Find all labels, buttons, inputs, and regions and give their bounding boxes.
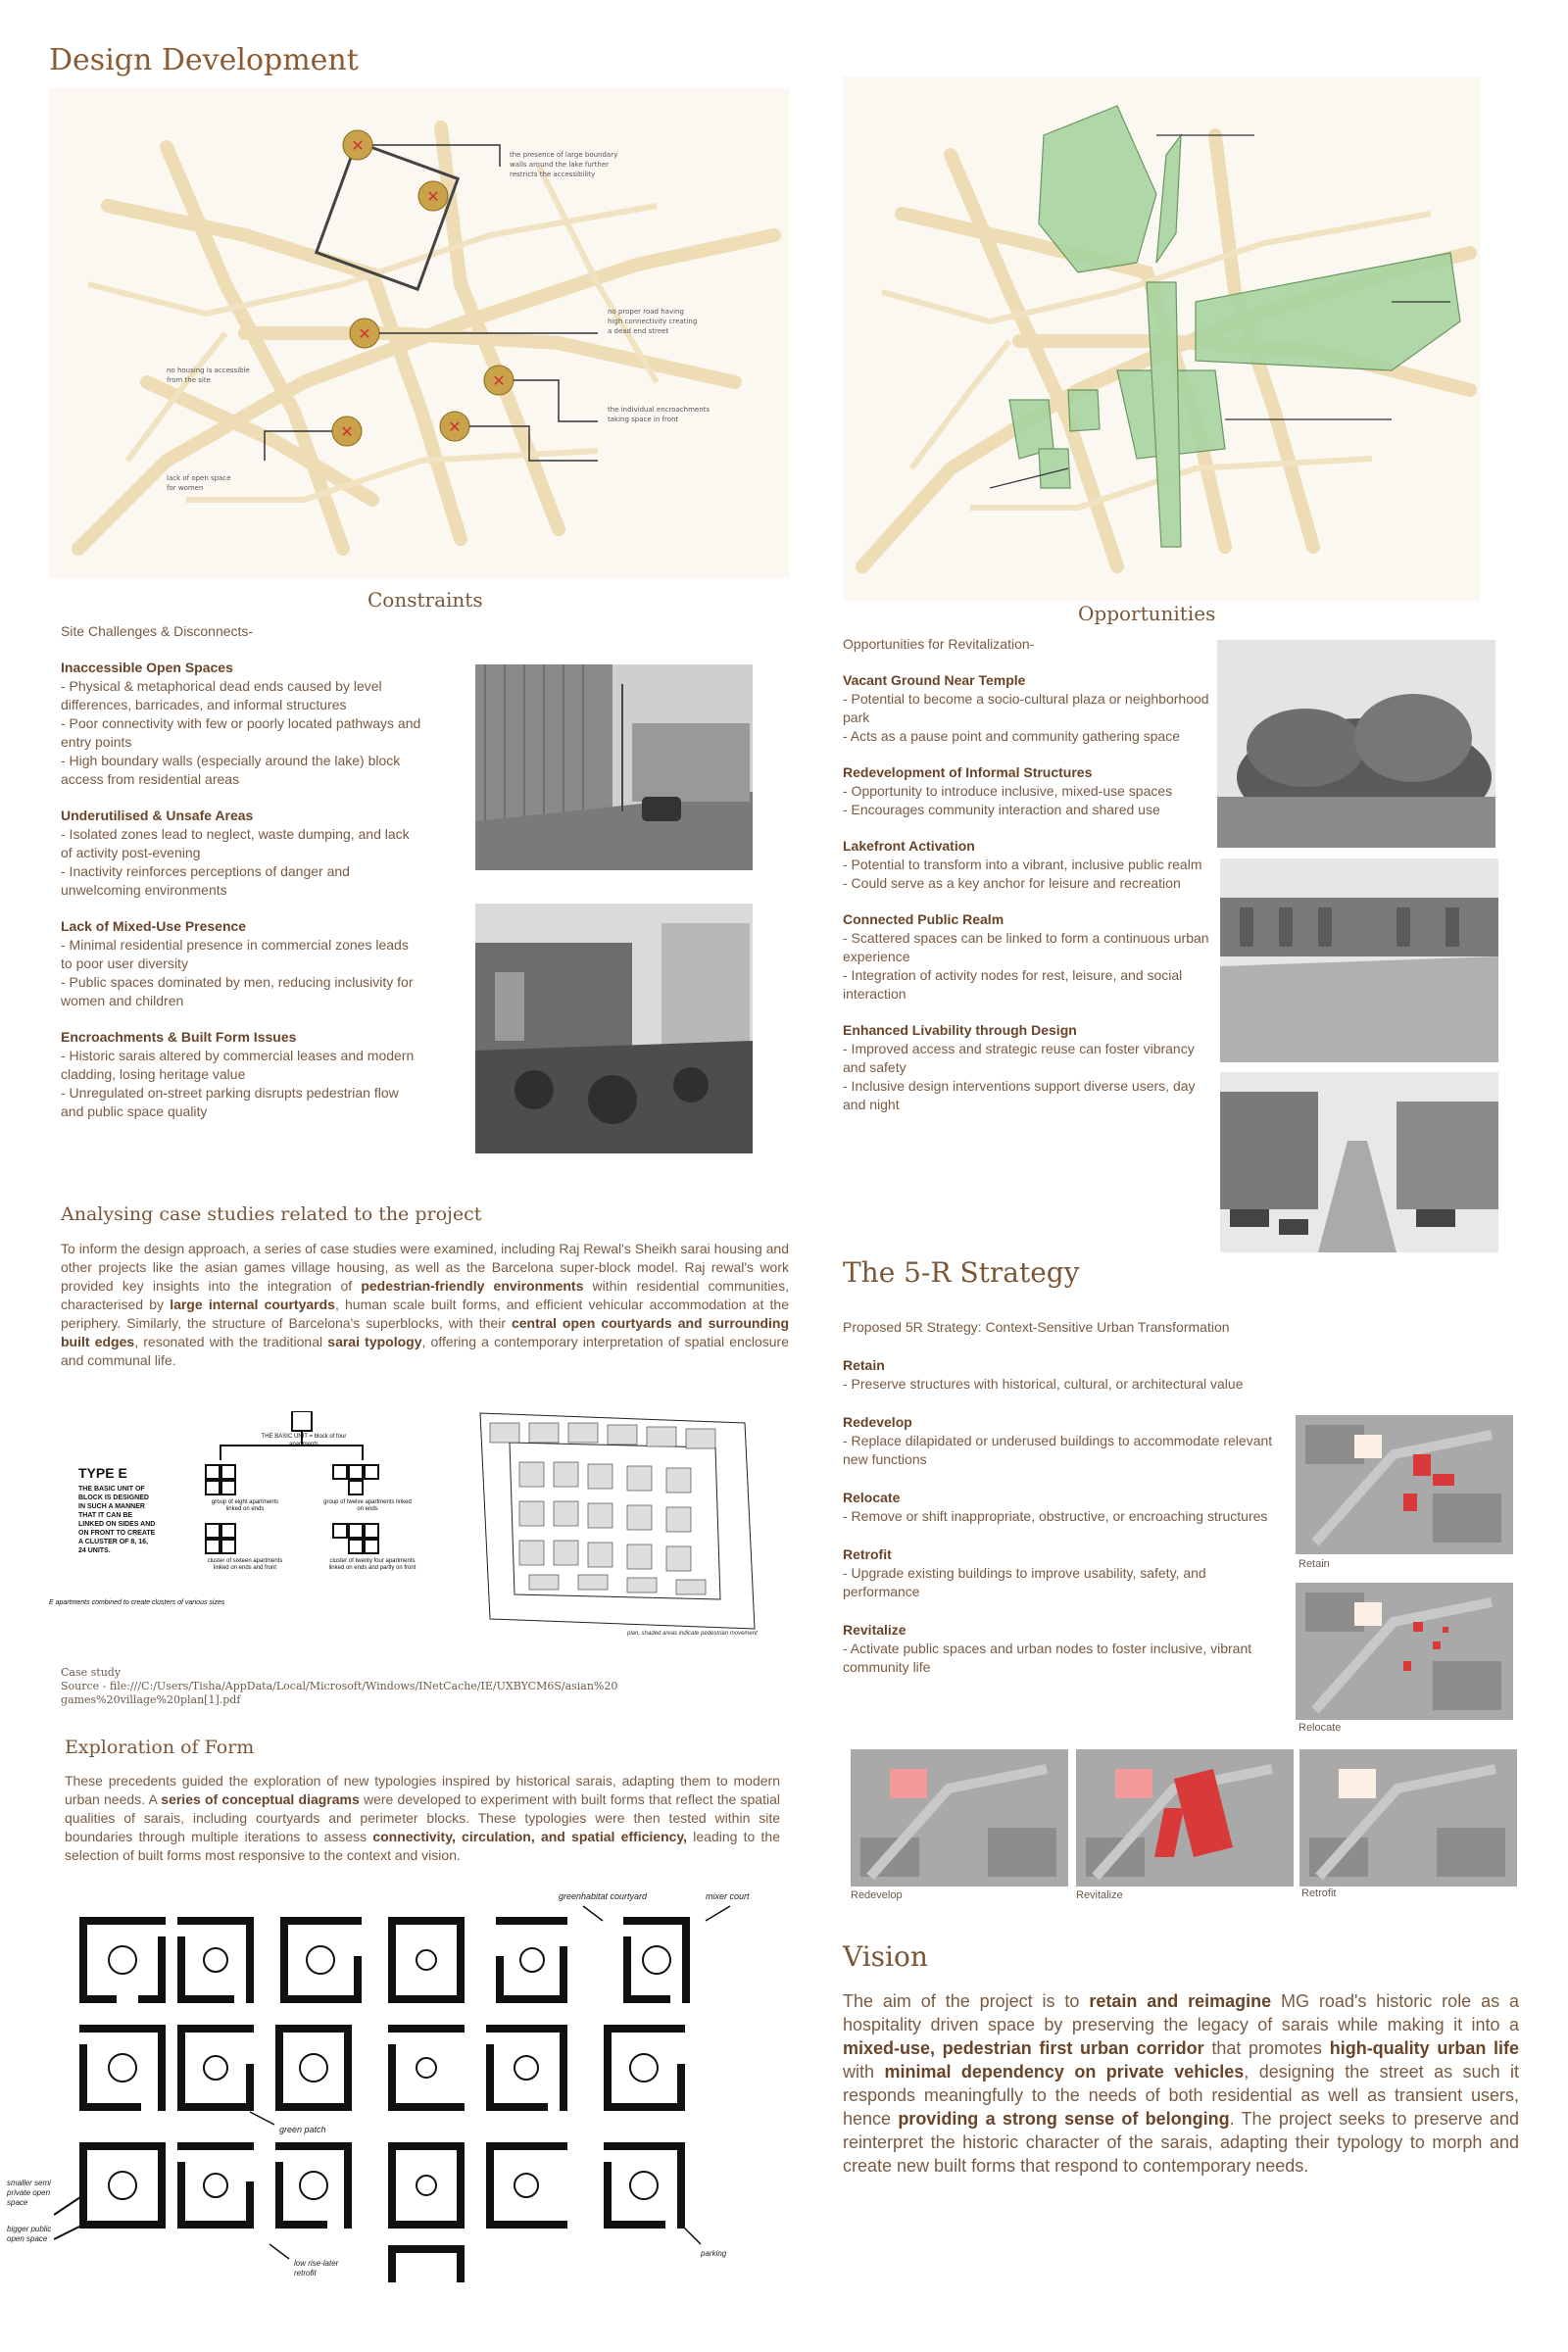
cs-text-5: , offering a contemporary interpretation of spatial enclosure and communal life.: [61, 1334, 789, 1368]
vision-text-6: . The project seeks to preserve and reinterpret the historic character of the sarais, adapting their typology to morph and create new built forms that respond to contemporary needs.: [843, 2109, 1520, 2176]
type-e-text: THE BASIC UNIT OF BLOCK IS DESIGNED IN SUCH A MANNER THAT IT CAN BE LINKED ON SIDES AND ON FRONT TO CREATE A CLUSTER OF 8, 16, 24 UNITS.: [78, 1486, 156, 1554]
opportunity-heading: Vacant Ground Near Temple: [843, 672, 1026, 688]
group-16-label: cluster of sixteen apartments linked on ends and front: [207, 1558, 283, 1571]
opportunity-line: - Integration of activity nodes for rest, leisure, and social interaction: [843, 967, 1183, 1002]
form-sketches: [7, 1891, 789, 2293]
opportunity-line: - Could serve as a key anchor for leisure and recreation: [843, 875, 1181, 891]
opportunity-line: - Inclusive design interventions support diverse users, day and night: [843, 1078, 1196, 1112]
vision-text-5: , designing the street as such it responds meaningfully to the needs of both residential as well as transient users, hence: [843, 2062, 1520, 2129]
vision-bold-1: retain and reimagine: [1089, 1991, 1272, 2011]
opportunities-title: Opportunities: [1078, 602, 1216, 625]
type-e-title: TYPE E: [78, 1465, 127, 1481]
vision-text-4: with: [843, 2062, 885, 2082]
street-photo-1: [475, 664, 753, 870]
cs-bold-1: pedestrian-friendly environments: [361, 1278, 584, 1294]
relocate-map: [1296, 1583, 1513, 1720]
group-12-label: group of twelve apartments linked on ends: [323, 1499, 412, 1512]
opportunities-text: [843, 635, 1215, 1114]
vacant-ground-photo: [1217, 640, 1495, 848]
retrofit-map: [1299, 1749, 1517, 1886]
strategy-line: - Remove or shift inappropriate, obstructive, or encroaching structures: [843, 1508, 1268, 1524]
note-greenhabitat: greenhabitat courtyard: [559, 1891, 648, 1901]
svg-text:walls around the lake further: walls around the lake further: [510, 161, 610, 169]
constraint-heading: Underutilised & Unsafe Areas: [61, 808, 254, 823]
strategy-text: [843, 1318, 1274, 1677]
constraint-line: - Minimal residential presence in commercial zones leads to poor user diversity: [61, 937, 409, 971]
svg-text:no housing is accessible: no housing is accessible: [167, 367, 250, 374]
opportunity-line: - Scattered spaces can be linked to form a continuous urban experience: [843, 930, 1209, 964]
opportunities-intro: Opportunities for Revitalization-: [843, 636, 1035, 652]
svg-text:✕: ✕: [492, 371, 506, 390]
svg-text:no proper road having: no proper road having: [608, 308, 684, 316]
cs-text-1: To inform the design approach, a series of case studies were examined, including Raj Rewal's Sheikh sarai housing and other projects like the asian games village housing, as well as the Barcelona super-block model. Raj rewal's work provided key insights into the integration of: [61, 1241, 789, 1294]
exploration-title: Exploration of Form: [65, 1737, 255, 1758]
ex-text-1: These precedents guided the exploration of new typologies inspired by historical sarais, adapting them to modern urban needs. A: [65, 1773, 780, 1807]
constraint-heading: Encroachments & Built Form Issues: [61, 1029, 297, 1045]
case-study-caption: [61, 1666, 617, 1707]
svg-text:high connectivity creating: high connectivity creating: [608, 318, 698, 325]
ex-text-2: were developed to experiment with built forms that reflect the spatial qualities of sarais, including courtyards and perimeter blocks. These typologies were then tested within site boundaries through multiple iterations to assess: [65, 1791, 780, 1844]
ex-bold-1: series of conceptual diagrams: [161, 1791, 360, 1807]
constraints-map: [49, 88, 789, 578]
vision-text-1: The aim of the project is to: [843, 1991, 1090, 2011]
constraints-title: Constraints: [368, 588, 483, 612]
constraint-heading: Inaccessible Open Spaces: [61, 660, 233, 675]
constraints-intro: Site Challenges & Disconnects-: [61, 623, 254, 639]
strategy-line: - Replace dilapidated or underused buildings to accommodate relevant new functions: [843, 1433, 1273, 1467]
redevelop-map: [851, 1749, 1068, 1886]
revitalize-label: Revitalize: [1076, 1889, 1123, 1901]
svg-text:restricts the accessibility: restricts the accessibility: [510, 171, 596, 178]
cs-bold-3: central open courtyards and surrounding built edges: [61, 1315, 790, 1349]
note-parking: parking: [701, 2249, 727, 2258]
opportunities-map: [843, 76, 1480, 601]
cs-bold-4: sarai typology: [327, 1334, 422, 1349]
constraint-heading: Lack of Mixed-Use Presence: [61, 918, 247, 934]
constraint-line: - High boundary walls (especially around the lake) block access from residential areas: [61, 753, 401, 787]
ex-text-3: leading to the selection of built forms most responsive to the context and vision.: [65, 1829, 780, 1863]
svg-text:for women: for women: [167, 484, 204, 492]
case-studies-title: Analysing case studies related to the project: [61, 1203, 482, 1225]
constraint-line: - Physical & metaphorical dead ends caused by level differences, barricades, and informal structures: [61, 678, 382, 712]
basic-unit-label: THE BASIC UNIT = block of four apartments: [261, 1434, 347, 1447]
constraint-line: - Historic sarais altered by commercial leases and modern cladding, losing heritage value: [61, 1048, 415, 1082]
vision-bold-4: minimal dependency on private vehicles: [884, 2062, 1245, 2082]
opportunity-line: - Encourages community interaction and shared use: [843, 802, 1160, 817]
constraint-line: - Poor connectivity with few or poorly located pathways and entry points: [61, 715, 421, 750]
note-mixer-court: mixer court: [706, 1891, 750, 1901]
constraint-line: - Unregulated on-street parking disrupts pedestrian flow and public space quality: [61, 1085, 399, 1119]
strategy-heading: Revitalize: [843, 1622, 906, 1638]
vision-bold-3: high-quality urban life: [1329, 2038, 1519, 2058]
strategy-heading: Redevelop: [843, 1414, 912, 1430]
svg-text:✕: ✕: [426, 187, 440, 206]
opportunity-heading: Connected Public Realm: [843, 911, 1004, 927]
constraints-text: [61, 622, 423, 1121]
cs-text-4: , resonated with the traditional: [134, 1334, 328, 1349]
group-20-label: cluster of twenty four apartments linked on ends and partly on front: [328, 1558, 416, 1571]
vision-text-2: MG road's historic role as a hospitality driven space by preserving the legacy of sarais while making it into a: [843, 1991, 1519, 2034]
strategy-title: The 5-R Strategy: [843, 1256, 1080, 1289]
strategy-line: - Activate public spaces and urban nodes to foster inclusive, vibrant community life: [843, 1641, 1252, 1675]
strategy-line: - Preserve structures with historical, cultural, or architectural value: [843, 1376, 1244, 1392]
retain-label: Retain: [1298, 1558, 1330, 1570]
constraint-line: - Public spaces dominated by men, reducing inclusivity for women and children: [61, 974, 414, 1008]
opportunity-line: - Acts as a pause point and community gathering space: [843, 728, 1180, 744]
note-smaller-space: smaller semi private open space: [7, 2179, 51, 2207]
strategy-heading: Retain: [843, 1357, 885, 1373]
caption-line-1: Case study: [61, 1666, 122, 1679]
page-title: Design Development: [49, 43, 359, 77]
svg-text:lack of open space: lack of open space: [167, 474, 231, 482]
vision-bold-5: providing a strong sense of belonging: [898, 2109, 1230, 2129]
retain-map: [1296, 1415, 1513, 1554]
cs-text-2: within residential communities, characterised by: [61, 1278, 789, 1312]
svg-text:✕: ✕: [448, 417, 462, 436]
svg-text:✕: ✕: [358, 324, 371, 343]
asian-games-plan: [470, 1403, 764, 1639]
opportunity-heading: Lakefront Activation: [843, 838, 975, 854]
caption-line-2: Source - file:///C:/Users/Tisha/AppData/Local/Microsoft/Windows/INetCache/IE/UXBYCM6S/asian%20: [61, 1680, 618, 1692]
ex-bold-2: connectivity, circulation, and spatial efficiency,: [372, 1829, 688, 1844]
svg-text:taking space in front: taking space in front: [608, 416, 679, 423]
relocate-label: Relocate: [1298, 1722, 1342, 1734]
strategy-heading: Retrofit: [843, 1546, 892, 1562]
caption-line-3: games%20village%20plan[1].pdf: [61, 1693, 241, 1706]
vision-bold-2: mixed-use, pedestrian first urban corridor: [843, 2038, 1204, 2058]
cs-text-3: , human scale built forms, and efficient vehicular accommodation at the periphery. Similarly, the structure of Barcelona's superblocks, with their: [61, 1297, 789, 1331]
opportunity-line: - Potential to become a socio-cultural plaza or neighborhood park: [843, 691, 1209, 725]
plan-caption: plan, shaded areas indicate pedestrian movement: [627, 1631, 758, 1637]
retrofit-label: Retrofit: [1301, 1887, 1337, 1899]
svg-text:a dead end street: a dead end street: [608, 327, 669, 335]
note-bigger-space: bigger public open space: [7, 2225, 52, 2243]
vision-text: [843, 1989, 1519, 2178]
vision-title: Vision: [843, 1940, 928, 1973]
lakefront-photo: [1220, 858, 1498, 1062]
mg-road-photo: [1220, 1072, 1498, 1252]
case-studies-text: [61, 1240, 789, 1370]
constraint-line: - Isolated zones lead to neglect, waste dumping, and lack of activity post-evening: [61, 826, 410, 860]
note-green-patch: green patch: [279, 2125, 326, 2134]
redevelop-label: Redevelop: [851, 1889, 903, 1901]
strategy-line: - Upgrade existing buildings to improve usability, safety, and performance: [843, 1565, 1206, 1599]
strategy-intro: Proposed 5R Strategy: Context-Sensitive Urban Transformation: [843, 1319, 1230, 1335]
svg-text:✕: ✕: [340, 422, 354, 441]
type-e-caption: E apartments combined to create clusters of various sizes: [49, 1599, 225, 1606]
exploration-text: [65, 1772, 780, 1865]
street-photo-2: [475, 904, 753, 1153]
vision-text-3: that promotes: [1203, 2038, 1330, 2058]
svg-text:the presence of large boundary: the presence of large boundary: [510, 151, 618, 159]
opportunity-heading: Enhanced Livability through Design: [843, 1022, 1077, 1038]
svg-text:from the site: from the site: [167, 376, 211, 384]
constraint-line: - Inactivity reinforces perceptions of danger and unwelcoming environments: [61, 863, 350, 898]
cs-bold-2: large internal courtyards: [170, 1297, 335, 1312]
opportunity-line: - Improved access and strategic reuse can foster vibrancy and safety: [843, 1041, 1195, 1075]
opportunity-line: - Opportunity to introduce inclusive, mixed-use spaces: [843, 783, 1173, 799]
note-low-rise: low rise-later retrofit: [294, 2259, 339, 2278]
group-8-label: group of eight apartments linked on ends: [211, 1499, 279, 1512]
strategy-heading: Relocate: [843, 1490, 901, 1505]
opportunity-line: - Potential to transform into a vibrant, inclusive public realm: [843, 857, 1202, 872]
type-e-diagram: [49, 1411, 461, 1617]
opportunity-heading: Redevelopment of Informal Structures: [843, 764, 1093, 780]
svg-text:the individual encroachments: the individual encroachments: [608, 406, 710, 414]
revitalize-map: [1076, 1749, 1294, 1886]
svg-text:✕: ✕: [351, 136, 365, 155]
